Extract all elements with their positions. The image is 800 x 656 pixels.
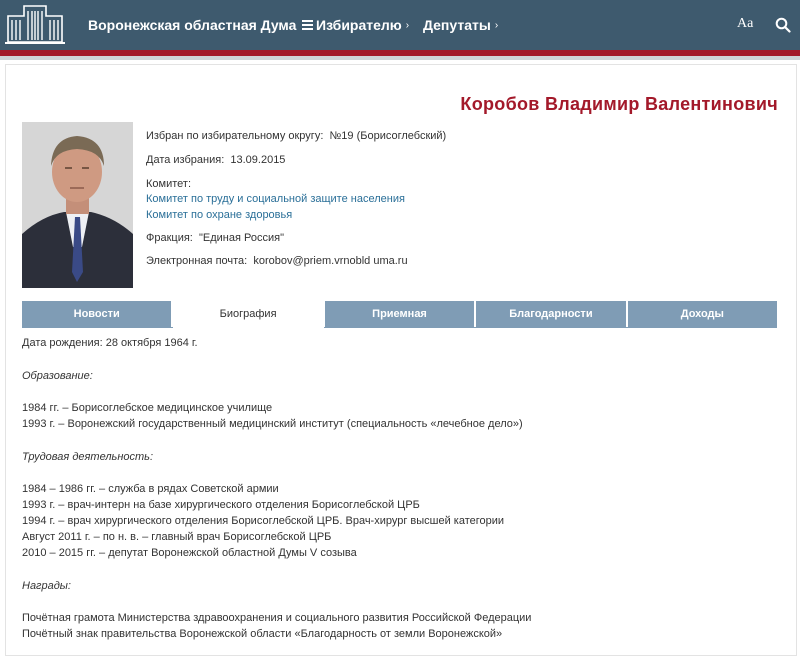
duma-building-logo[interactable] — [2, 2, 68, 46]
nav-item-deputies[interactable] — [423, 0, 498, 50]
tab-thanks[interactable]: Благодарности — [476, 301, 627, 328]
bio-award-item: Почётная грамота Министерства здравоохранения и социального развития Российской Федерации — [22, 612, 532, 624]
tab-reception[interactable]: Приемная — [325, 301, 476, 328]
committee-label: Комитет: — [146, 178, 191, 190]
bio-education-item: 1984 гг. – Борисоглебское медицинское училище — [22, 402, 273, 414]
top-navbar — [0, 0, 800, 50]
divider-stripe — [0, 56, 800, 60]
bio-award-item: Почётный знак правительства Воронежской области «Благодарность от земли Воронежской» — [22, 628, 503, 640]
bio-work-item: Август 2011 г. – по н. в. – главный врач Борисоглебской ЦРБ — [22, 531, 332, 543]
bio-birth-date: Дата рождения: 28 октября 1964 г. — [22, 337, 198, 349]
nav-brand-label[interactable]: Воронежская областная Дума — [88, 17, 297, 33]
email-value[interactable]: korobov@priem.vrnobld uma.ru — [253, 255, 408, 267]
bio-work-item: 2010 – 2015 гг. – депутат Воронежской областной Думы V созыва — [22, 547, 357, 559]
nav-deputies-label[interactable]: Депутаты — [423, 17, 491, 33]
election-date-line — [146, 154, 285, 166]
tab-news[interactable]: Новости — [22, 301, 173, 328]
bio-awards-heading: Награды: — [22, 580, 71, 592]
search-icon[interactable] — [775, 17, 791, 33]
bio-work-item: 1994 г. – врач хирургического отделения Борисоглебской ЦРБ. Врач-хирург высшей категории — [22, 515, 505, 527]
chevron-right-icon: › — [494, 19, 499, 31]
profile-tabs — [22, 301, 777, 328]
bio-work-item: 1993 г. – врач-интерн на базе хирургического отделения Борисоглебской ЦРБ — [22, 499, 420, 511]
district-value: №19 (Борисоглебский) — [329, 130, 447, 142]
email-label: Электронная почта: — [146, 255, 248, 267]
deputy-name-title: Коробов Владимир Валентинович — [460, 94, 778, 114]
district-line — [146, 130, 446, 142]
election-date-value: 13.09.2015 — [230, 154, 286, 166]
tab-income[interactable]: Доходы — [628, 301, 777, 328]
bio-education-item: 1993 г. – Воронежский государственный медицинский институт (специальность «лечебное дело») — [22, 418, 523, 430]
tab-biography[interactable]: Биография — [173, 301, 324, 328]
committee-link-labor[interactable]: Комитет по труду и социальной защите населения — [146, 193, 405, 205]
faction-value: "Единая Россия" — [199, 232, 284, 244]
hamburger-icon[interactable] — [302, 18, 313, 32]
email-line — [146, 255, 408, 267]
bio-work-item: 1984 – 1986 гг. – служба в рядах Советской армии — [22, 483, 279, 495]
faction-label: Фракция: — [146, 232, 193, 244]
nav-voters-label[interactable]: Избирателю — [316, 17, 402, 33]
tabs-underline — [22, 327, 777, 328]
active-tab-gap — [173, 327, 324, 328]
font-size-toggle[interactable]: Aa — [737, 16, 754, 31]
chevron-right-icon: › — [405, 19, 410, 31]
district-label: Избран по избирательному округу: — [146, 130, 324, 142]
bio-work-heading: Трудовая деятельность: — [22, 451, 154, 463]
nav-item-duma[interactable] — [88, 0, 313, 50]
nav-item-voters[interactable] — [316, 0, 409, 50]
election-date-label: Дата избрания: — [146, 154, 225, 166]
deputy-portrait — [22, 122, 133, 288]
committee-link-health[interactable]: Комитет по охране здоровья — [146, 209, 293, 221]
bio-education-heading: Образование: — [22, 370, 93, 382]
faction-line — [146, 232, 284, 244]
